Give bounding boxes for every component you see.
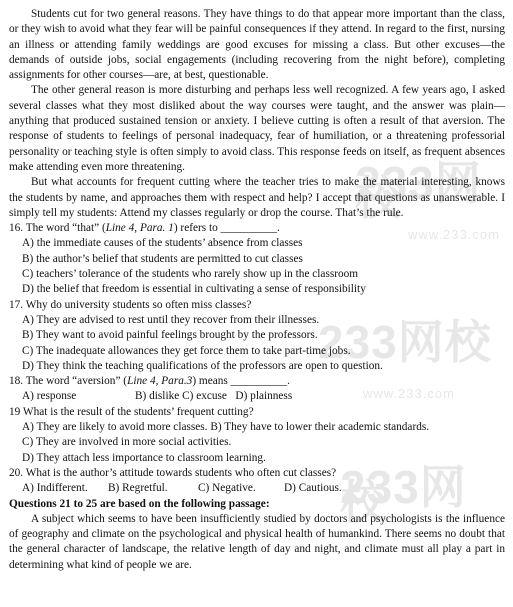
question-19-options-ab: A) They are likely to avoid more classes. B) They have to lower their academic standards. <box>22 421 430 434</box>
question-20-option-d: D) Cautious. <box>284 482 342 495</box>
question-19-option-d: D) They attach less importance to classroom learning. <box>22 451 266 464</box>
watermark-url: www.233.com <box>408 227 500 242</box>
watermark-brand: 233网校 <box>355 157 482 225</box>
question-16-line-ref: Line 4, Para. 1 <box>105 222 174 235</box>
question-17-option-d: D) They think the teaching qualifications of the professors are open to question. <box>22 359 383 372</box>
question-18-stem <box>9 374 505 389</box>
question-17-option-a: A) They are advised to rest until they recover from their illnesses. <box>22 313 320 326</box>
question-20-option-c: C) Negative. <box>198 482 256 495</box>
watermark-url: www.233.com <box>363 386 455 401</box>
question-16-option-c: C) teachers’ tolerance of the students who rarely show up in the classroom <box>22 268 359 281</box>
question-20-option-b: B) Regretful. <box>108 482 168 495</box>
question-20-option-a: A) Indifferent. <box>22 482 88 495</box>
question-18-options <box>22 389 505 404</box>
question-18-stem-end: ) means __________. <box>192 375 290 388</box>
passage1-paragraph-3: But what accounts for frequent cutting where the teacher tries to make the material interesting, knows the students by name, and approaches them with respect and help? I accept that questions as unanswerable. I simply tell my students: Attend my classes regularly or drop the course. That’s the rule. <box>9 176 505 219</box>
question-18-stem-start: 18. The word “aversion” ( <box>9 375 128 388</box>
question-18-line-ref: Line 4, Para.3 <box>127 375 193 388</box>
question-18-option-c: C) excuse <box>182 390 227 403</box>
question-18-option-a: A) response <box>22 390 77 403</box>
question-20-options <box>22 481 505 496</box>
question-18-option-b: B) dislike <box>135 390 180 403</box>
question-19-stem: 19 What is the result of the students’ frequent cutting? <box>9 405 254 418</box>
watermark-brand: 233网校 <box>340 461 467 529</box>
question-17-option-c: C) The inadequate allowances they get force them to take part-time jobs. <box>22 344 351 357</box>
question-16-option-b: B) the author’s belief that students are permitted to cut classes <box>22 252 303 265</box>
watermark-brand: 233网校 <box>318 316 492 368</box>
document-page <box>9 7 505 573</box>
question-16-stem-start: 16. The word “that” ( <box>9 222 106 235</box>
question-17-option-b: B) They want to avoid painful feelings brought by the professors. <box>22 329 318 342</box>
question-16-option-a: A) the immediate causes of the students’ absence from classes <box>22 237 303 250</box>
question-17-stem: 17. Why do university students so often miss classes? <box>9 298 252 311</box>
question-16-option-d: D) the belief that freedom is essential in cultivating a sense of responsibility <box>22 283 366 296</box>
question-19-option-c: C) They are involved in more social activities. <box>22 436 232 449</box>
question-18-option-d: D) plainness <box>235 390 293 403</box>
passage1-paragraph-2: The other general reason is more disturbing and perhaps less well recognized. A few years ago, I asked several classes what they most disliked about the way courses were taught, and the answer was plain—anything that produced sustained tension or anxiety. I believe cutting is often a result of that aversion. The response of students to feelings of personal inadequacy, fear of humiliation, or a threatening professorial personality or teaching style is often simply to avoid class. This response feeds on itself, as frequent absences make attending even more threatening. <box>9 84 505 173</box>
passage2-paragraph-1: A subject which seems to have been insufficiently studied by doctors and psychologists is the influence of geography and climate on the psychological and physical health of humankind. There seems no doubt that the general character of landscape, the relative length of day and night, and climate must all play a part in determining what kind of people we are. <box>9 512 505 571</box>
passage2-heading: Questions 21 to 25 are based on the following passage: <box>9 497 270 510</box>
question-16-stem-end: ) refers to __________. <box>173 222 280 235</box>
question-20-stem: 20. What is the author’s attitude towards students who often cut classes? <box>9 466 337 479</box>
question-16-stem <box>9 221 505 236</box>
passage1-paragraph-1: Students cut for two general reasons. They have things to do that appear more important than the class, or they wish to avoid what they fear will be painful consequences if they attend. In regard to the first, nursing an illness or attending family weddings are good excuses for missing a class. But other excuses—the demands of outside jobs, social engagements (including recovering from the night before), completing assignments for other courses—are, at best, questionable. <box>9 8 505 82</box>
